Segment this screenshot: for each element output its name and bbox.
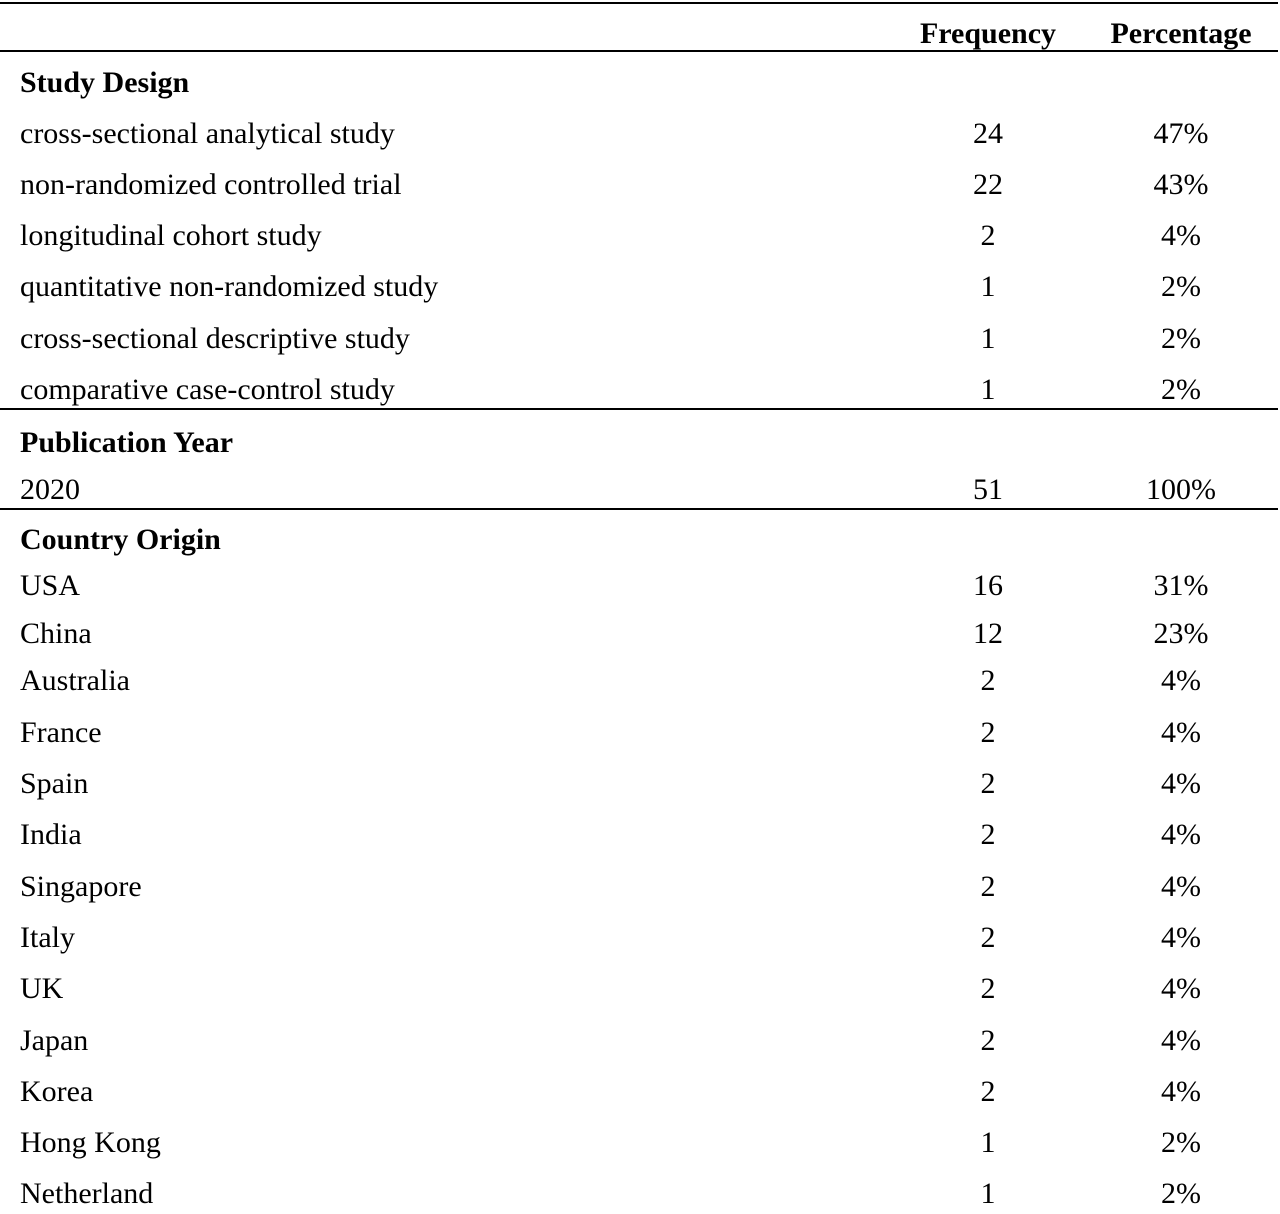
row-label: Spain [20,767,89,800]
row-frequency: 2 [980,818,996,851]
row-frequency: 2 [980,972,996,1005]
row-frequency: 22 [973,168,1003,201]
table-row [0,267,1280,307]
row-label: cross-sectional descriptive study [20,322,410,355]
row-percentage: 4% [1161,219,1201,252]
table-row [0,614,1280,654]
row-percentage: 2% [1161,1126,1201,1159]
row-frequency: 12 [973,617,1003,650]
section-title-publication-year [0,423,1280,463]
row-label: cross-sectional analytical study [20,117,395,150]
table-row [0,1072,1280,1112]
row-frequency: 1 [980,1126,996,1159]
row-label: Singapore [20,870,142,903]
row-label: France [20,716,102,749]
table-row [0,918,1280,958]
row-frequency: 2 [980,767,996,800]
row-frequency: 2 [980,1024,996,1057]
row-label: 2020 [20,473,80,506]
row-label: quantitative non-randomized study [20,270,439,303]
table-row [0,470,1280,510]
table-row [0,165,1280,205]
row-percentage: 2% [1161,270,1201,303]
section-title: Study Design [20,66,190,99]
row-frequency: 16 [973,569,1003,602]
row-frequency: 2 [980,716,996,749]
row-percentage: 23% [1153,617,1209,650]
table-row [0,815,1280,855]
table-row [0,1021,1280,1061]
row-label: China [20,617,92,650]
row-percentage: 2% [1161,373,1201,406]
row-percentage: 4% [1161,716,1201,749]
row-label: Netherland [20,1177,154,1210]
header-frequency: Frequency [919,17,1057,50]
row-percentage: 100% [1146,473,1216,506]
row-frequency: 51 [973,473,1003,506]
section-title: Country Origin [20,523,221,556]
row-frequency: 2 [980,664,996,697]
row-label: Italy [20,921,75,954]
section-title-study-design [0,63,1280,103]
row-percentage: 43% [1153,168,1209,201]
row-label: Japan [20,1024,89,1057]
row-label: Hong Kong [20,1126,161,1159]
row-frequency: 2 [980,219,996,252]
section-title-country-origin [0,520,1280,560]
header-row [0,14,1280,54]
row-label: comparative case-control study [20,373,395,406]
table-row [0,1123,1280,1163]
table-row [0,1174,1280,1214]
row-frequency: 2 [980,921,996,954]
row-percentage: 4% [1161,972,1201,1005]
row-frequency: 1 [980,373,996,406]
row-label: non-randomized controlled trial [20,168,402,201]
row-label: Korea [20,1075,94,1108]
row-percentage: 31% [1153,569,1209,602]
row-frequency: 2 [980,870,996,903]
row-label: USA [20,569,81,602]
row-percentage: 4% [1161,664,1201,697]
table-row [0,867,1280,907]
row-frequency: 1 [980,322,996,355]
row-percentage: 47% [1153,117,1209,150]
table-row [0,713,1280,753]
row-percentage: 2% [1161,322,1201,355]
table-row [0,319,1280,359]
table-row [0,566,1280,606]
row-frequency: 24 [973,117,1003,150]
row-percentage: 4% [1161,870,1201,903]
table-row [0,216,1280,256]
row-percentage: 4% [1161,818,1201,851]
row-percentage: 4% [1161,921,1201,954]
row-frequency: 2 [980,1075,996,1108]
header-percentage: Percentage [1110,17,1252,50]
row-frequency: 1 [980,1177,996,1210]
row-label: UK [20,972,64,1005]
row-label: India [20,818,82,851]
table-row [0,114,1280,154]
table-row [0,764,1280,804]
row-frequency: 1 [980,270,996,303]
table-row [0,370,1280,410]
top-rule [0,2,1278,4]
section-title: Publication Year [20,426,234,459]
row-label: Australia [20,664,130,697]
table-row [0,969,1280,1009]
row-percentage: 4% [1161,1024,1201,1057]
row-percentage: 2% [1161,1177,1201,1210]
row-percentage: 4% [1161,767,1201,800]
row-percentage: 4% [1161,1075,1201,1108]
table-row [0,661,1280,701]
row-label: longitudinal cohort study [20,219,322,252]
